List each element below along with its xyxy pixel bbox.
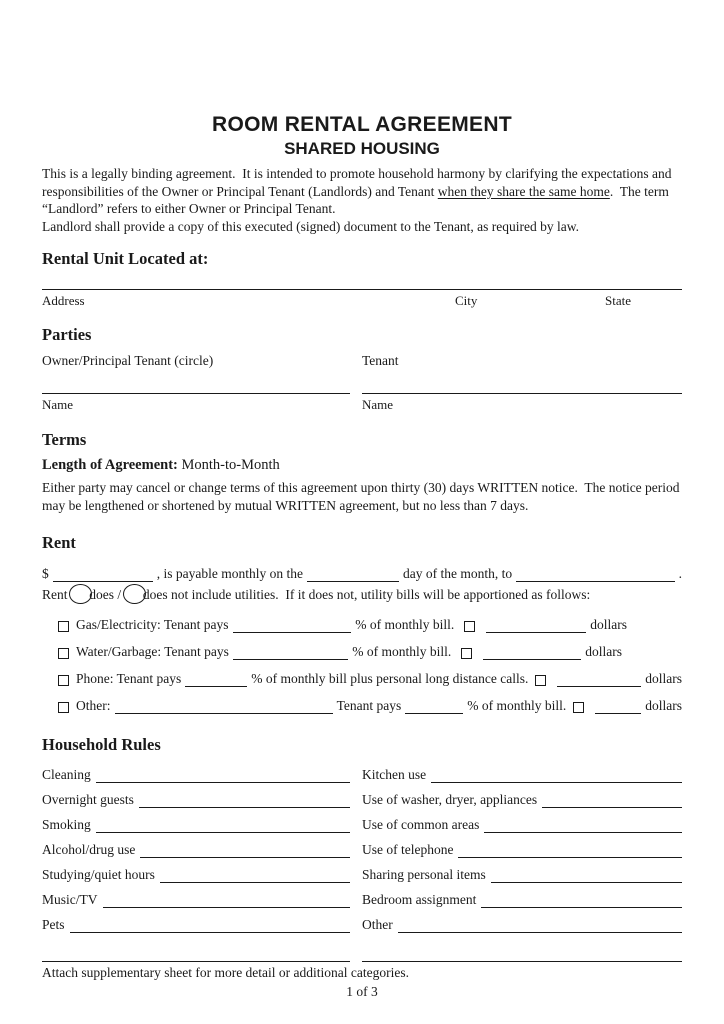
rule-label: Use of common areas — [362, 817, 480, 833]
rule-label: Cleaning — [42, 767, 91, 783]
household-rules-heading: Household Rules — [42, 735, 161, 755]
terms-heading: Terms — [42, 429, 87, 449]
household-rule-row — [42, 808, 350, 833]
gas-electricity-checkbox[interactable] — [58, 621, 69, 632]
rent-utilities-option-row — [42, 584, 682, 604]
rent-does-not-text: does not include utilities. If it does not, utility bills will be apportioned as follows: — [142, 587, 591, 603]
document-subtitle: SHARED HOUSING — [284, 139, 440, 158]
other-utility-description-blank[interactable] — [115, 701, 333, 714]
rule-label: Use of washer, dryer, appliances — [362, 792, 538, 808]
household-rule-row — [42, 858, 350, 883]
name-label: Name — [42, 396, 74, 412]
phone-label: Phone: Tenant pays — [76, 671, 182, 687]
rule-label: Pets — [42, 917, 65, 933]
gas-electricity-label: Gas/Electricity: Tenant pays — [76, 617, 229, 633]
rent-option-slash: / — [117, 587, 122, 603]
dollar-sign: $ — [42, 566, 49, 582]
gas-electricity-row — [42, 617, 627, 633]
rent-does-text: does — [89, 587, 114, 603]
rule-fill-line[interactable] — [398, 920, 682, 933]
water-garbage-percent-blank[interactable] — [233, 647, 348, 660]
intro-text: This is a legally binding agreement. It is intended to promote household harmony by clarifying the expectations and responsibilities of the Owner or Principal Tenant (Landlords) and Tenant — [42, 166, 672, 199]
supplementary-note: Attach supplementary sheet for more detail or additional categories. — [42, 965, 409, 981]
water-garbage-row — [42, 644, 622, 660]
tenant-label: Tenant — [362, 353, 399, 369]
water-garbage-dollars-checkbox[interactable] — [461, 648, 472, 659]
rent-payee-text: day of the month, to — [402, 566, 513, 582]
rule-fill-line[interactable] — [139, 795, 350, 808]
household-rule-row — [362, 933, 682, 962]
rule-label: Kitchen use — [362, 767, 427, 783]
other-utility-label: Other: — [76, 698, 111, 714]
rule-fill-line[interactable] — [362, 949, 682, 962]
parties-signature-lines — [42, 393, 682, 394]
household-rule-row — [362, 883, 682, 908]
rule-fill-line[interactable] — [96, 770, 350, 783]
page-number: 1 of 3 — [346, 984, 378, 1000]
rule-fill-line[interactable] — [542, 795, 682, 808]
household-rules-grid — [42, 758, 682, 962]
rule-label: Overnight guests — [42, 792, 134, 808]
water-garbage-label: Water/Garbage: Tenant pays — [76, 644, 229, 660]
rent-amount-row — [42, 566, 682, 582]
rule-fill-line[interactable] — [491, 870, 682, 883]
document-title: ROOM RENTAL AGREEMENT — [212, 113, 512, 136]
rent-option-prefix: Rent — [42, 587, 68, 603]
intro-text-tail: . The term “Landlord” refers to either Owner or Principal Tenant. — [42, 183, 669, 217]
terms-body: Either party may cancel or change terms of this agreement upon thirty (30) days WRITTEN notice. The notice period may be lengthened or shortened by mutual WRITTEN agreement, but no less than 7 days. — [42, 479, 680, 513]
household-rule-row — [42, 833, 350, 858]
address-labels-row — [42, 293, 682, 309]
household-rule-row — [42, 758, 350, 783]
household-rule-row — [42, 783, 350, 808]
other-utility-pays-text: Tenant pays — [336, 698, 402, 714]
rental-unit-heading: Rental Unit Located at: — [42, 249, 209, 269]
length-of-agreement-row — [42, 457, 682, 474]
address-fill-line[interactable] — [42, 289, 682, 290]
other-utility-percent-text: % of monthly bill. — [467, 698, 567, 714]
gas-electricity-dollars-blank[interactable] — [486, 620, 586, 633]
other-utility-dollars-blank[interactable] — [595, 701, 641, 714]
water-garbage-checkbox[interactable] — [58, 648, 69, 659]
name-label: Name — [362, 396, 394, 412]
rule-label: Smoking — [42, 817, 91, 833]
water-garbage-dollars-text: dollars — [585, 644, 622, 660]
rent-heading: Rent — [42, 533, 76, 553]
rule-fill-line[interactable] — [103, 895, 351, 908]
parties-heading: Parties — [42, 325, 92, 345]
tenant-name-line[interactable] — [362, 393, 682, 394]
household-rules-right-column — [362, 758, 682, 962]
household-rule-row — [42, 908, 350, 933]
household-rule-row — [42, 883, 350, 908]
state-label: State — [605, 293, 631, 309]
rule-fill-line[interactable] — [96, 820, 350, 833]
rule-fill-line[interactable] — [42, 949, 350, 962]
household-rule-row — [362, 833, 682, 858]
household-rule-row — [362, 758, 682, 783]
length-of-agreement-value: Month-to-Month — [181, 456, 280, 473]
intro-paragraph — [42, 165, 682, 218]
parties-labels-row — [42, 352, 682, 370]
city-label: City — [455, 293, 478, 309]
rule-fill-line[interactable] — [431, 770, 682, 783]
other-utility-row — [42, 698, 682, 714]
water-garbage-dollars-blank[interactable] — [483, 647, 581, 660]
rule-label: Alcohol/drug use — [42, 842, 136, 858]
rent-line-period: . — [678, 566, 682, 582]
phone-dollars-text: dollars — [645, 671, 682, 687]
household-rule-row — [362, 783, 682, 808]
household-rule-row — [362, 858, 682, 883]
owner-name-line[interactable] — [42, 393, 350, 394]
gas-electricity-dollars-checkbox[interactable] — [464, 621, 475, 632]
other-utility-dollars-text: dollars — [645, 698, 682, 714]
household-rule-row — [362, 808, 682, 833]
household-rule-row — [362, 908, 682, 933]
other-utility-dollars-checkbox[interactable] — [573, 702, 584, 713]
rule-label: Music/TV — [42, 892, 98, 908]
owner-principal-tenant-label: Owner/Principal Tenant (circle) — [42, 353, 214, 369]
phone-percent-text: % of monthly bill plus personal long distance calls. — [251, 671, 529, 687]
water-garbage-percent-text: % of monthly bill. — [352, 644, 452, 660]
household-rule-row — [42, 933, 350, 962]
parties-name-labels — [42, 394, 682, 413]
rule-label: Studying/quiet hours — [42, 867, 155, 883]
rent-payable-text: , is payable monthly on the — [156, 566, 303, 582]
rule-fill-line[interactable] — [458, 845, 682, 858]
phone-checkbox[interactable] — [58, 675, 69, 686]
legal-copy-line: Landlord shall provide a copy of this executed (signed) document to the Tenant, as required by law. — [42, 218, 580, 234]
intro-underlined-text: when they share the same home — [437, 183, 610, 199]
rule-label: Sharing personal items — [362, 867, 486, 883]
gas-electricity-percent-text: % of monthly bill. — [355, 617, 455, 633]
gas-electricity-dollars-text: dollars — [590, 617, 627, 633]
address-label: Address — [42, 293, 85, 309]
rent-amount-blank[interactable] — [53, 569, 153, 582]
household-rules-left-column — [42, 758, 350, 962]
length-of-agreement-label: Length of Agreement: — [42, 456, 178, 473]
phone-dollars-blank[interactable] — [557, 674, 641, 687]
rule-label: Other — [362, 917, 393, 933]
rule-fill-line[interactable] — [481, 895, 682, 908]
other-utility-checkbox[interactable] — [58, 702, 69, 713]
phone-percent-blank[interactable] — [185, 674, 247, 687]
rule-fill-line[interactable] — [160, 870, 350, 883]
other-utility-percent-blank[interactable] — [405, 701, 463, 714]
rule-fill-line[interactable] — [484, 820, 682, 833]
rule-fill-line[interactable] — [140, 845, 350, 858]
phone-row — [42, 671, 682, 687]
rule-label: Use of telephone — [362, 842, 454, 858]
rule-label: Bedroom assignment — [362, 892, 477, 908]
rule-fill-line[interactable] — [70, 920, 350, 933]
phone-dollars-checkbox[interactable] — [535, 675, 546, 686]
rent-day-blank[interactable] — [307, 569, 399, 582]
gas-electricity-percent-blank[interactable] — [233, 620, 352, 633]
rent-payee-blank[interactable] — [516, 569, 675, 582]
